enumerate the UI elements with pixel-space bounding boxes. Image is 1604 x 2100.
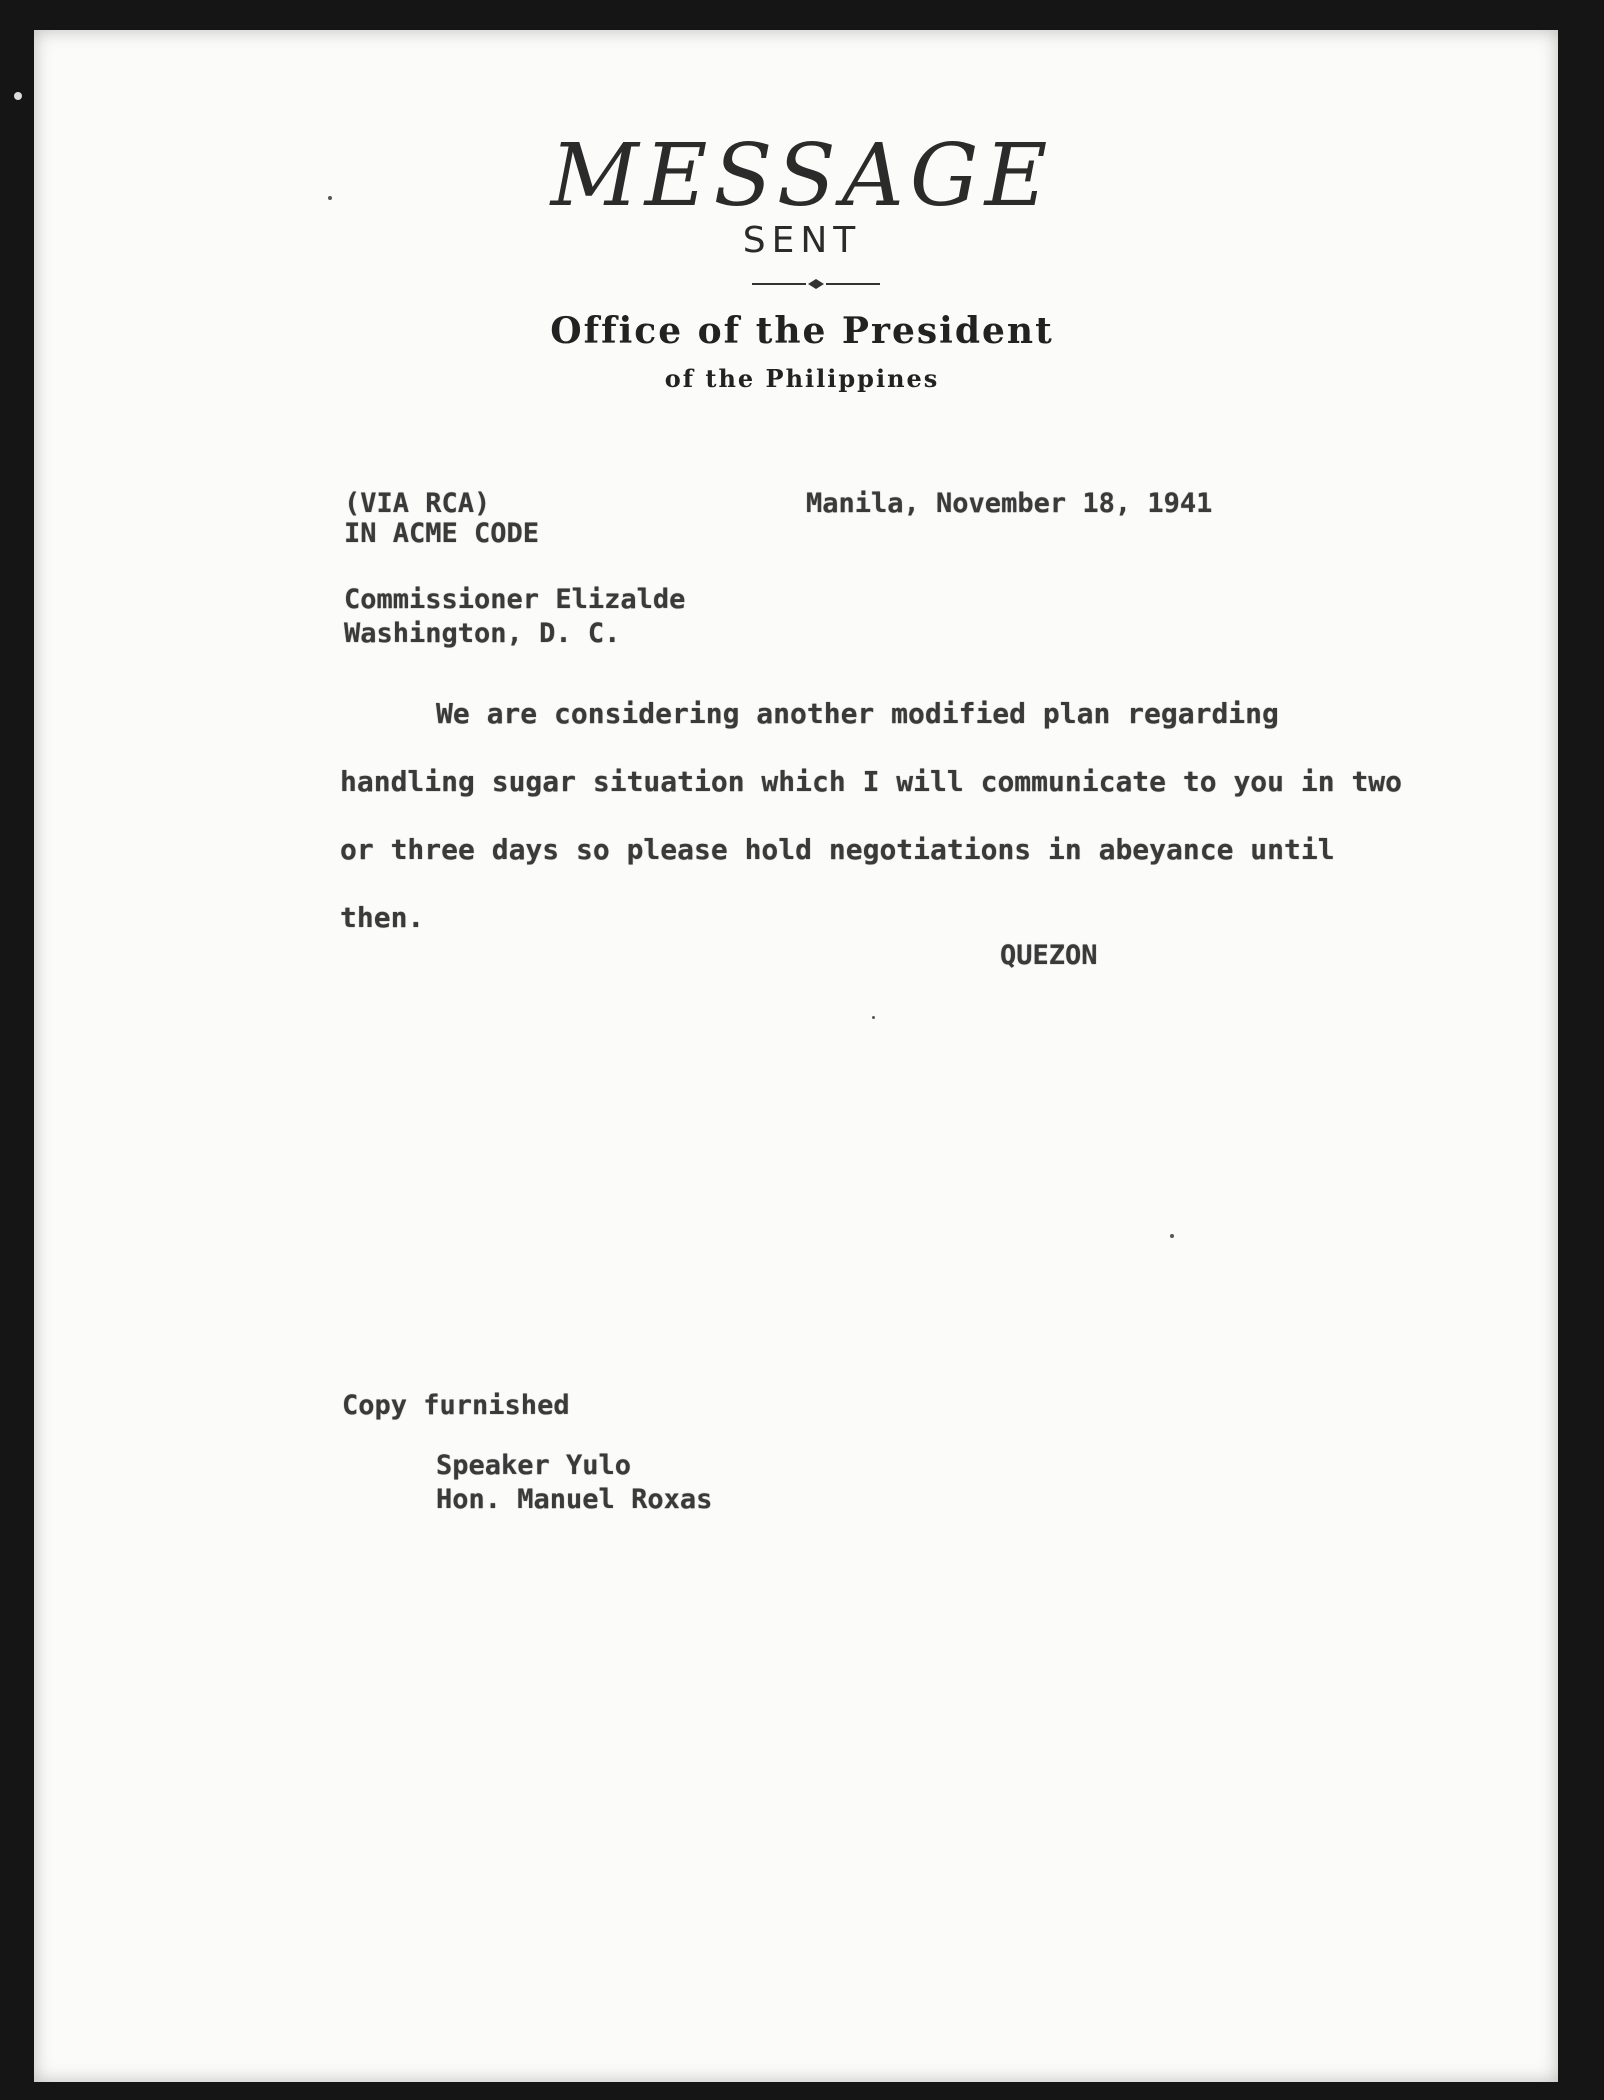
divider-ornament-icon: [752, 278, 880, 290]
message-body: We are considering another modified plan regarding handling sugar situation which I will communicate to you in two or three days so please hold negotiations in abeyance until then.: [340, 697, 1403, 934]
office-name: Office of the President: [550, 310, 1054, 352]
copy-recipient: Hon. Manuel Roxas: [436, 1484, 713, 1515]
copy-recipient: Speaker Yulo: [436, 1450, 632, 1481]
routing-code: IN ACME CODE: [344, 518, 540, 549]
copy-furnished-heading: Copy furnished: [342, 1390, 570, 1421]
scan-speck: [14, 92, 22, 100]
signature: QUEZON: [1000, 940, 1098, 971]
addressee-name: Commissioner Elizalde: [344, 584, 686, 615]
letterhead-subtitle: SENT: [742, 220, 862, 261]
scan-speck: [328, 196, 332, 200]
scan-speck: [1170, 1234, 1174, 1238]
routing-via: (VIA RCA): [344, 488, 491, 519]
scan-speck: [872, 1016, 875, 1019]
letterhead-title: MESSAGE: [550, 126, 1054, 226]
dateline: Manila, November 18, 1941: [806, 488, 1213, 519]
office-country: of the Philippines: [664, 364, 940, 393]
addressee-location: Washington, D. C.: [344, 618, 621, 649]
